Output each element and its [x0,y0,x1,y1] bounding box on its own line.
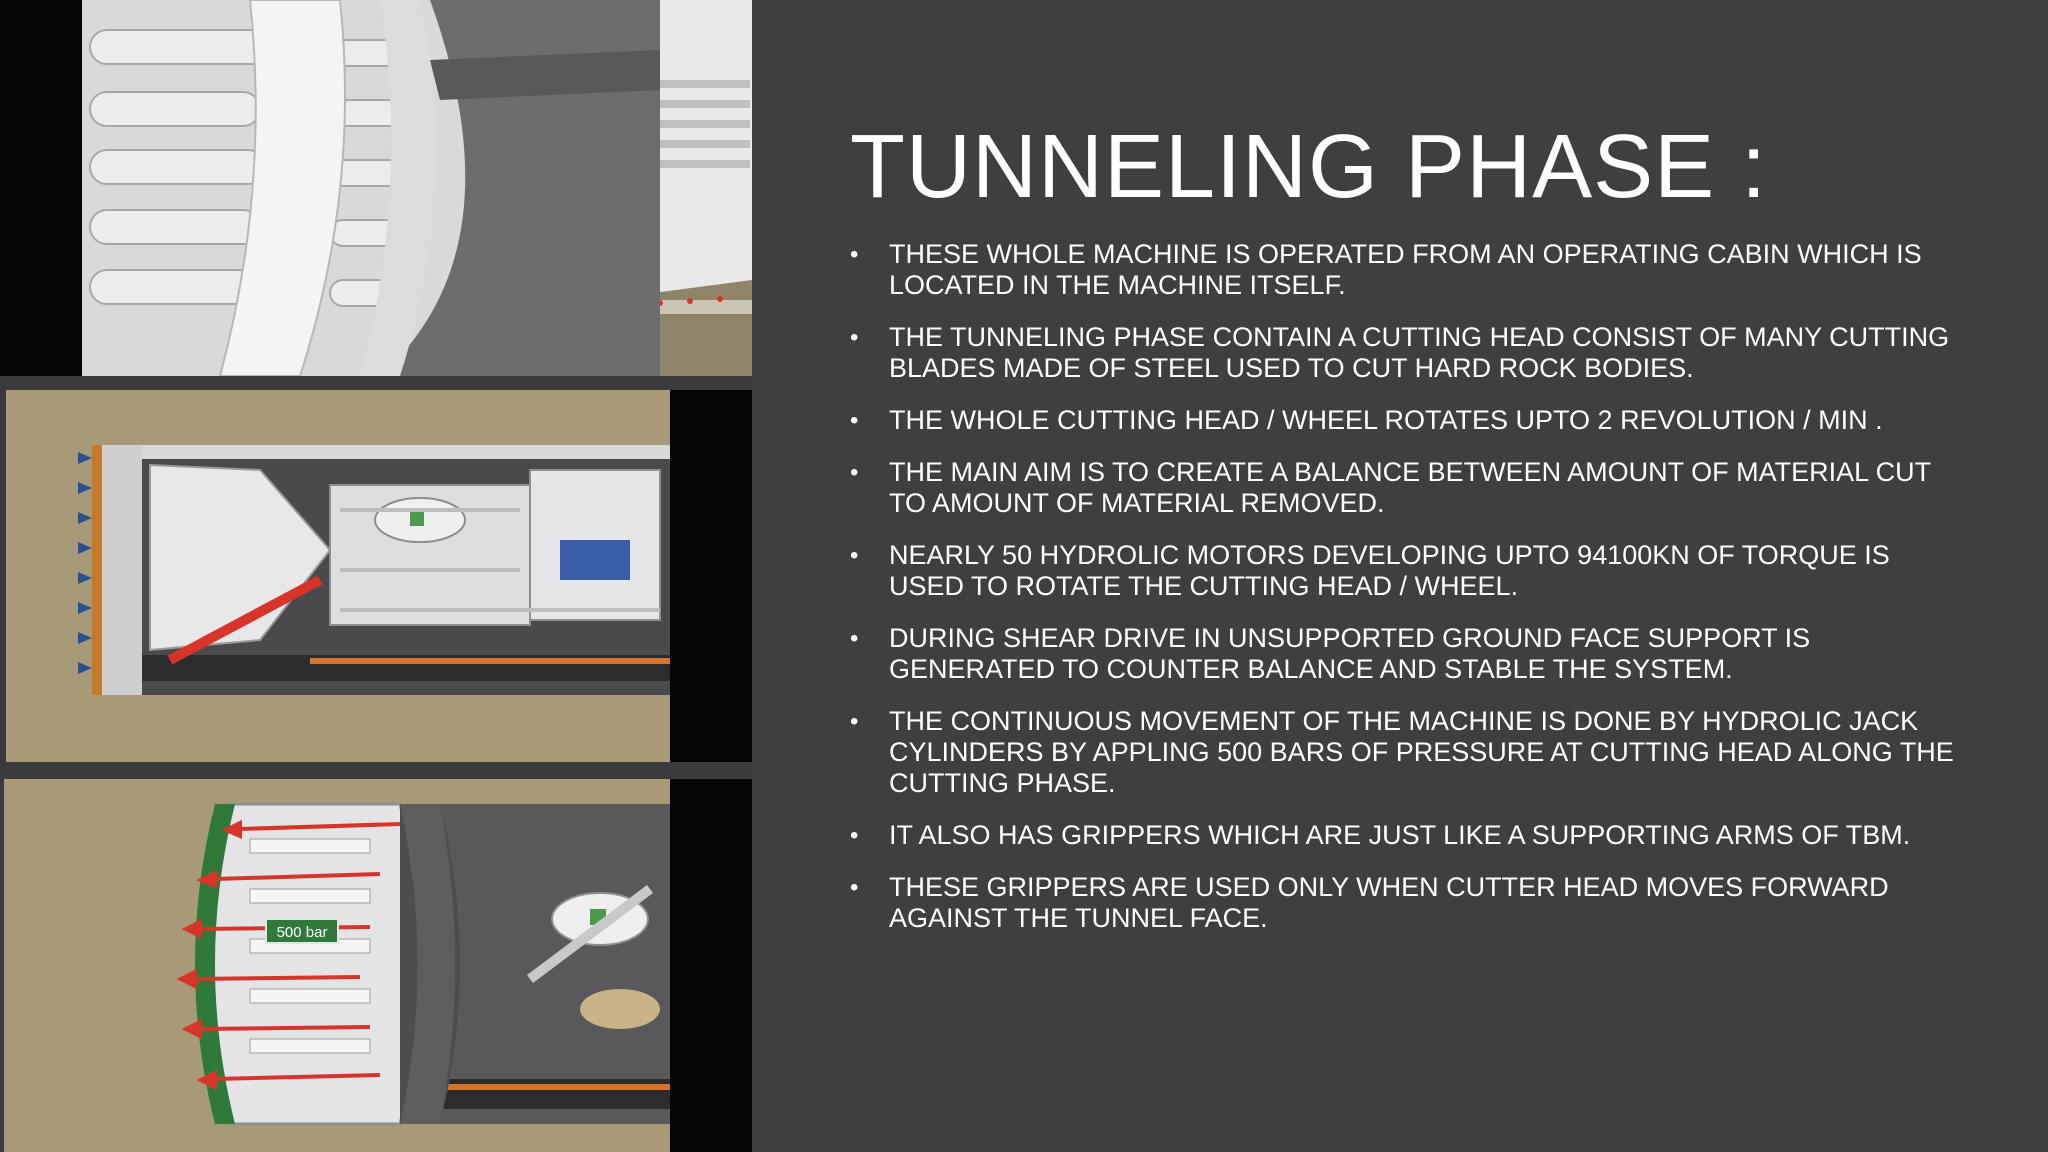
bullet-item [850,872,1970,934]
bullet-dot: • [850,542,859,569]
bullet-item [850,623,1970,685]
bullet-dot: • [850,459,859,486]
bullet-text: THE MAIN AIM IS TO CREATE A BALANCE BETWEEN AMOUNT OF MATERIAL CUT TO AMOUNT OF MATERIAL REMOVED. [889,457,1931,518]
slide-content [850,118,1970,955]
bullet-text: THE TUNNELING PHASE CONTAIN A CUTTING HEAD CONSIST OF MANY CUTTING BLADES MADE OF STEEL USED TO CUT HARD ROCK BODIES. [889,322,1950,383]
bullet-item [850,820,1970,851]
bullet-item [850,706,1970,799]
bullet-text: THESE WHOLE MACHINE IS OPERATED FROM AN OPERATING CABIN WHICH IS LOCATED IN THE MACHINE ITSELF. [889,239,1922,300]
bullet-text: IT ALSO HAS GRIPPERS WHICH ARE JUST LIKE A SUPPORTING ARMS OF TBM. [889,820,1911,850]
bullet-text: THE WHOLE CUTTING HEAD / WHEEL ROTATES UPTO 2 REVOLUTION / MIN . [889,405,1883,435]
bullet-text: THESE GRIPPERS ARE USED ONLY WHEN CUTTER HEAD MOVES FORWARD AGAINST THE TUNNEL FACE. [889,872,1889,933]
bullet-dot: • [850,625,859,652]
tbm-cutterhead-closeup-image [0,0,752,376]
slide-title: TUNNELING PHASE : [850,117,1768,217]
image-column [0,0,752,1152]
tbm-thrust-cylinders-image [0,779,752,1152]
tbm-cutterhead-illustration [0,0,752,376]
tbm-side-cutaway-image [0,390,752,762]
bullet-text: DURING SHEAR DRIVE IN UNSUPPORTED GROUND FACE SUPPORT IS GENERATED TO COUNTER BALANCE AND STABLE THE SYSTEM. [889,623,1811,684]
tbm-side-cutaway-illustration [0,390,752,762]
bullet-item [850,239,1970,301]
bullet-dot: • [850,324,859,351]
bullet-item [850,405,1970,436]
bullet-dot: • [850,822,859,849]
bullet-text: THE CONTINUOUS MOVEMENT OF THE MACHINE IS DONE BY HYDROLIC JACK CYLINDERS BY APPLING 500 BARS OF PRESSURE AT CUTTING HEAD ALONG THE CUTTING PHASE. [889,706,1954,798]
bullet-item [850,322,1970,384]
pressure-label: 500 bar [276,924,328,941]
tbm-thrust-illustration [0,779,752,1152]
bullet-dot: • [850,241,859,268]
bullet-dot: • [850,874,859,901]
bullet-item [850,457,1970,519]
bullet-text: NEARLY 50 HYDROLIC MOTORS DEVELOPING UPTO 94100KN OF TORQUE IS USED TO ROTATE THE CUTTING HEAD / WHEEL. [889,540,1890,601]
bullet-dot: • [850,407,859,434]
bullet-item [850,540,1970,602]
bullet-list [850,239,1970,934]
bullet-dot: • [850,708,859,735]
